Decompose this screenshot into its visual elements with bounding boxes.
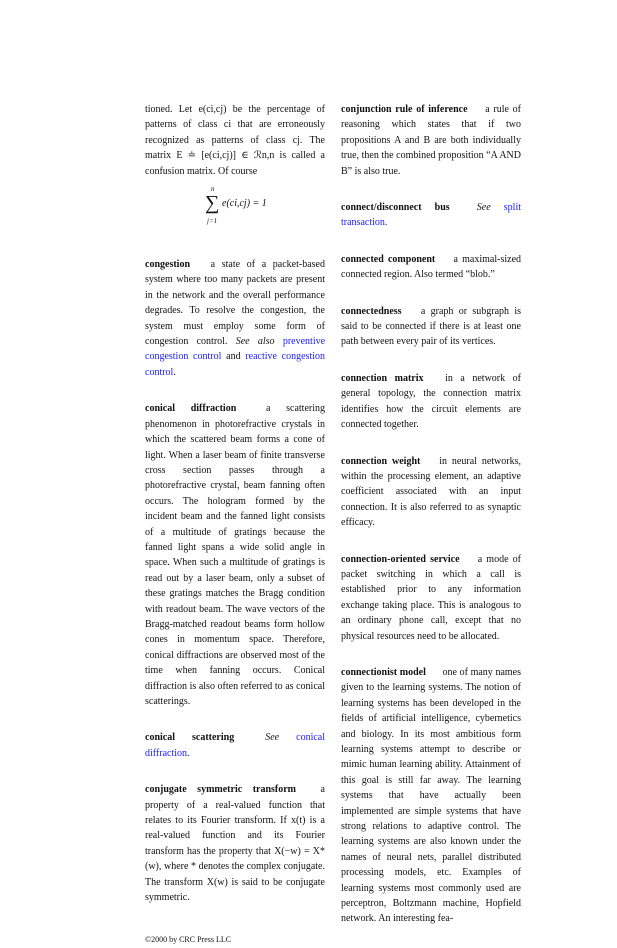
term: conjunction rule of inference xyxy=(341,104,468,115)
entry-connected-component xyxy=(341,252,521,283)
entry-congestion xyxy=(145,257,325,380)
term: conical scattering xyxy=(145,732,235,744)
term: congestion xyxy=(145,259,190,271)
term: connect/disconnect bus xyxy=(341,202,450,214)
term: connection matrix xyxy=(341,372,424,384)
term: connection weight xyxy=(341,455,421,467)
summation-formula xyxy=(205,185,325,243)
term: connectedness xyxy=(341,305,402,317)
definition: in neural networks, within the processing element, an adaptive coefficient associated with an input connection. It is also referred to as synaptic efficacy. xyxy=(341,455,521,529)
see-label: See xyxy=(476,202,491,214)
sum-body: e(ci,cj) = 1 xyxy=(222,198,267,210)
definition: a maximal-sized connected region. Also termed “blob.” xyxy=(341,253,522,281)
link-split-transaction[interactable]: split transaction xyxy=(341,202,522,229)
entry-connect-disconnect-bus xyxy=(341,200,521,231)
entry-conjunction-rule xyxy=(341,102,521,179)
entry-connection-oriented-service xyxy=(341,552,521,644)
entry-connection-weight xyxy=(341,454,521,531)
period: . xyxy=(384,217,388,229)
right-column xyxy=(341,102,521,948)
entry-conical-diffraction xyxy=(145,401,325,709)
sigma-symbol: ∑ xyxy=(205,192,220,215)
term: conjugate symmetric transform xyxy=(145,784,297,796)
definition: in a network of general topology, the connection matrix identifies how the circuit elements are connected together. xyxy=(341,372,521,431)
definition: a scattering phenomenon in photorefractive crystals in which the scattered beam forms a cone of light. When a laser beam of finite transverse cross section passes through a photorefractive crystal, beam fanning often occurs. The hologram formed by the incident beam and the fanned light consists of a multitude of gratings because the fanned light spans a wide solid angle in space. When such a multitude of gratings is read out by a laser beam, only a subset of these gratings matches the Bragg condition with readout beam. The wave vectors of the Bragg-matched readout beams form hollow cones in momentum space. Therefore, conical diffractions are observed most of the time when fanning occurs. Conical diffraction is also often referred to as conical scatterings. xyxy=(145,403,326,707)
definition: a graph or subgraph is said to be connected if there is at least one path between every pair of its vertices. xyxy=(341,305,521,348)
term: connection-oriented service xyxy=(341,553,460,565)
term: connected component xyxy=(341,253,436,265)
link-reactive-congestion-control[interactable]: reactive congestion control xyxy=(145,351,326,378)
definition: one of many names given to the learning systems. The notion of learning systems has been developed in the fields of artificial intelligence, cybernetics and biology. In its most ambitious form learning systems attempt to describe or mimic human learning ability. Attainment of this goal is still far away. The learning systems that have actually been implemented are simple systems that have strong relations to adaptive control. The learning systems are also known under the names of neural nets, parallel distributed processing models, etc. Examples of learning systems most commonly used are perceptron, Boltzmann machine, Hopfield network. An interesting fea- xyxy=(341,666,522,925)
intro-paragraph: tioned. Let e(ci,cj) be the percentage of patterns of class ci that are erroneously recognized as patterns of class cj. The matrix E ≐ [e(ci,cj)] ∈ ℛn,n is called a confusion matrix. Of course xyxy=(145,104,325,177)
period: . xyxy=(187,747,190,759)
see-label: See xyxy=(265,732,280,744)
see-also-label: See also xyxy=(235,336,275,348)
sum-upper-limit: n xyxy=(211,185,215,194)
term: connectionist model xyxy=(341,666,426,678)
period: . xyxy=(173,366,176,378)
definition: a property of a real-valued function that relates to its Fourier transform. If x(t) is a real-valued function and its Fourier transform has the property that X(−w) = X*(w), where * denotes the complex conjugate. The transform X(w) is said to be conjugate symmetric. xyxy=(145,784,325,904)
copyright-footer: ©2000 by CRC Press LLC xyxy=(145,935,232,945)
sum-lower-limit: j=1 xyxy=(207,217,218,226)
entry-conjugate-symmetric-transform xyxy=(145,782,325,905)
entry-conical-scattering xyxy=(145,730,325,761)
entry-connectedness xyxy=(341,304,521,350)
term: conical diffraction xyxy=(145,403,237,415)
definition: a mode of packet switching in which a call is established prior to any information exchange taking place. This is analogous to an ordinary phone call, except that no physical resources need to be allocated. xyxy=(341,553,521,642)
left-column xyxy=(145,102,325,945)
link-conical-diffraction[interactable]: conical diffraction xyxy=(145,732,326,759)
entry-connection-matrix xyxy=(341,371,521,433)
definition: a rule of reasoning which states that if two propositions A and B are both individually true, then the combined proposition “A AND B” is also true. xyxy=(341,104,521,177)
link-preventive-congestion-control[interactable]: preventive congestion control xyxy=(145,336,326,363)
entry-connectionist-model xyxy=(341,665,521,927)
definition: a state of a packet-based system where too many packets are present in the network and the overall performance degrades. To resolve the congestion, the system must employ some form of congestion control. xyxy=(145,259,325,348)
joiner: and xyxy=(226,351,241,363)
